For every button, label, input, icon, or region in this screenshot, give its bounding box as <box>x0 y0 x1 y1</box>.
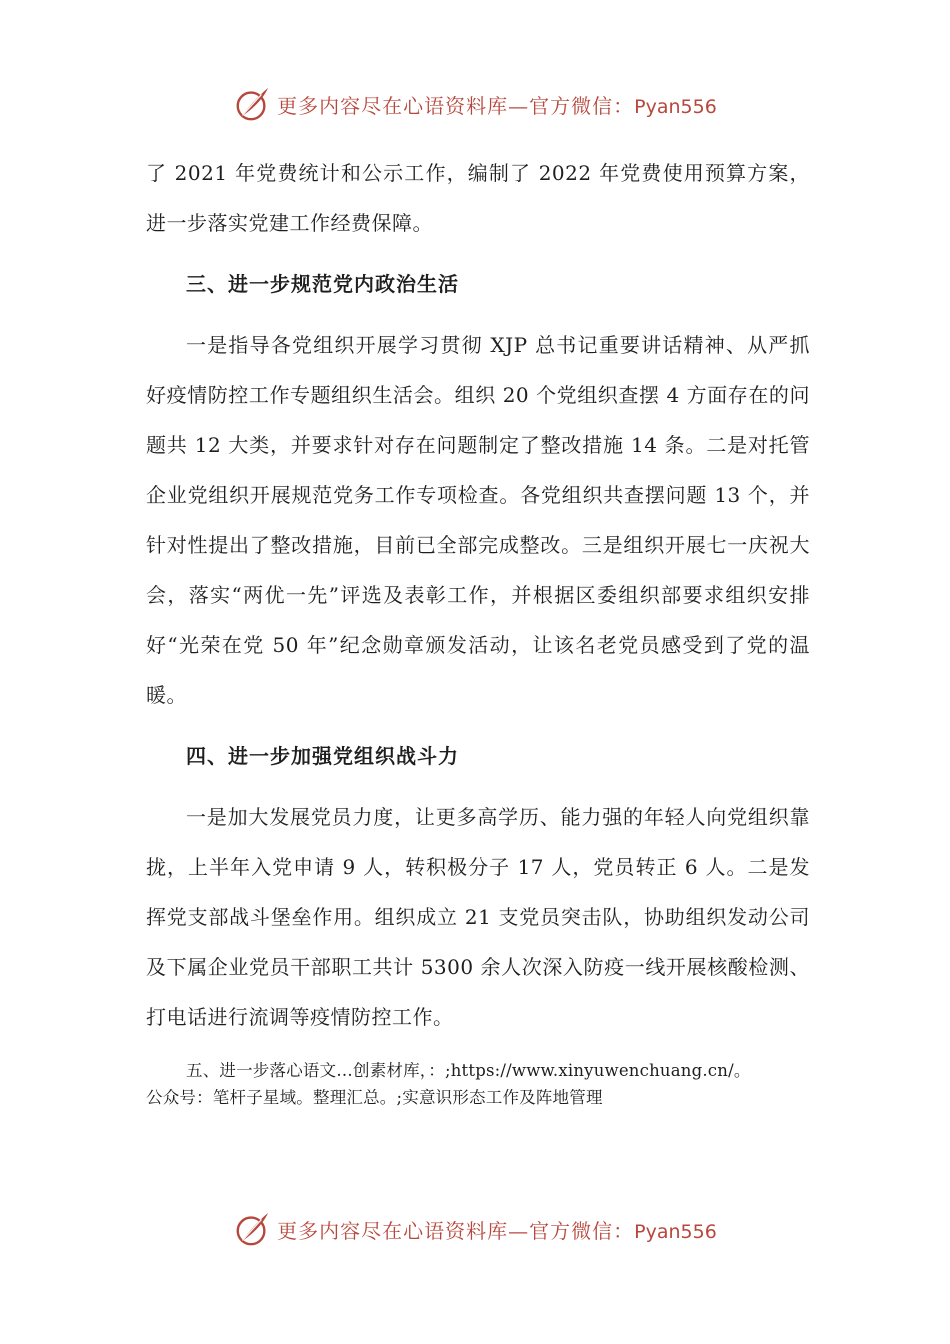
banner-text: 更多内容尽在心语资料库—官方微信：Pyan556 <box>277 1218 717 1243</box>
paragraph-section-3: 一是指导各党组织开展学习贯彻 XJP 总书记重要讲话精神、从严抓好疫情防控工作专题组织生活会。组织 20 个党组织查摆 4 方面存在的问题共 12 大类，并要求针对存在问题制定了整改措施 14 条。二是对托管企业党组织开展规范党务工作专项检查。各党组织共查摆问题 13 个，并针对性提出了整改措施，目前已全部完成整改。三是组织开展七一庆祝大会，落实“两优一先”评选及表彰工作，并根据区委组织部要求组织安排好“光荣在党 50 年”纪念勋章颁发活动，让该名老党员感受到了党的温暖。 <box>146 333 810 707</box>
document-body <box>146 148 810 1111</box>
paragraph-continued: 了 2021 年党费统计和公示工作，编制了 2022 年党费使用预算方案，进一步落实党建工作经费保障。 <box>146 161 810 235</box>
source-note-line-2: 公众号：笔杆子星域。整理汇总。;实意识形态工作及阵地管理 <box>146 1088 603 1107</box>
paragraph-section-4: 一是加大发展党员力度，让更多高学历、能力强的年轻人向党组织靠拢，上半年入党申请 9 人，转积极分子 17 人，党员转正 6 人。二是发挥党支部战斗堡垒作用。组织成立 21 支党员突击队，协助组织发动公司及下属企业党员干部职工共计 5300 余人次深入防疫一线开展核酸检测、打电话进行流调等疫情防控工作。 <box>146 805 810 1029</box>
section-heading-3: 三、进一步规范党内政治生活 <box>186 272 459 296</box>
section-heading-4: 四、进一步加强党组织战斗力 <box>186 744 459 768</box>
wechat-id: Pyan556 <box>634 1220 717 1243</box>
banner-text: 更多内容尽在心语资料库—官方微信：Pyan556 <box>277 93 717 118</box>
header-banner <box>0 82 950 126</box>
quill-logo-icon <box>233 1210 271 1248</box>
source-note-line-1: 五、进一步落心语文…创素材库，：;https://www.xinyuwenchuang.cn/。 <box>186 1061 751 1080</box>
source-note <box>146 1057 810 1111</box>
quill-logo-icon <box>233 85 271 123</box>
wechat-id: Pyan556 <box>634 95 717 118</box>
footer-banner <box>0 1207 950 1251</box>
